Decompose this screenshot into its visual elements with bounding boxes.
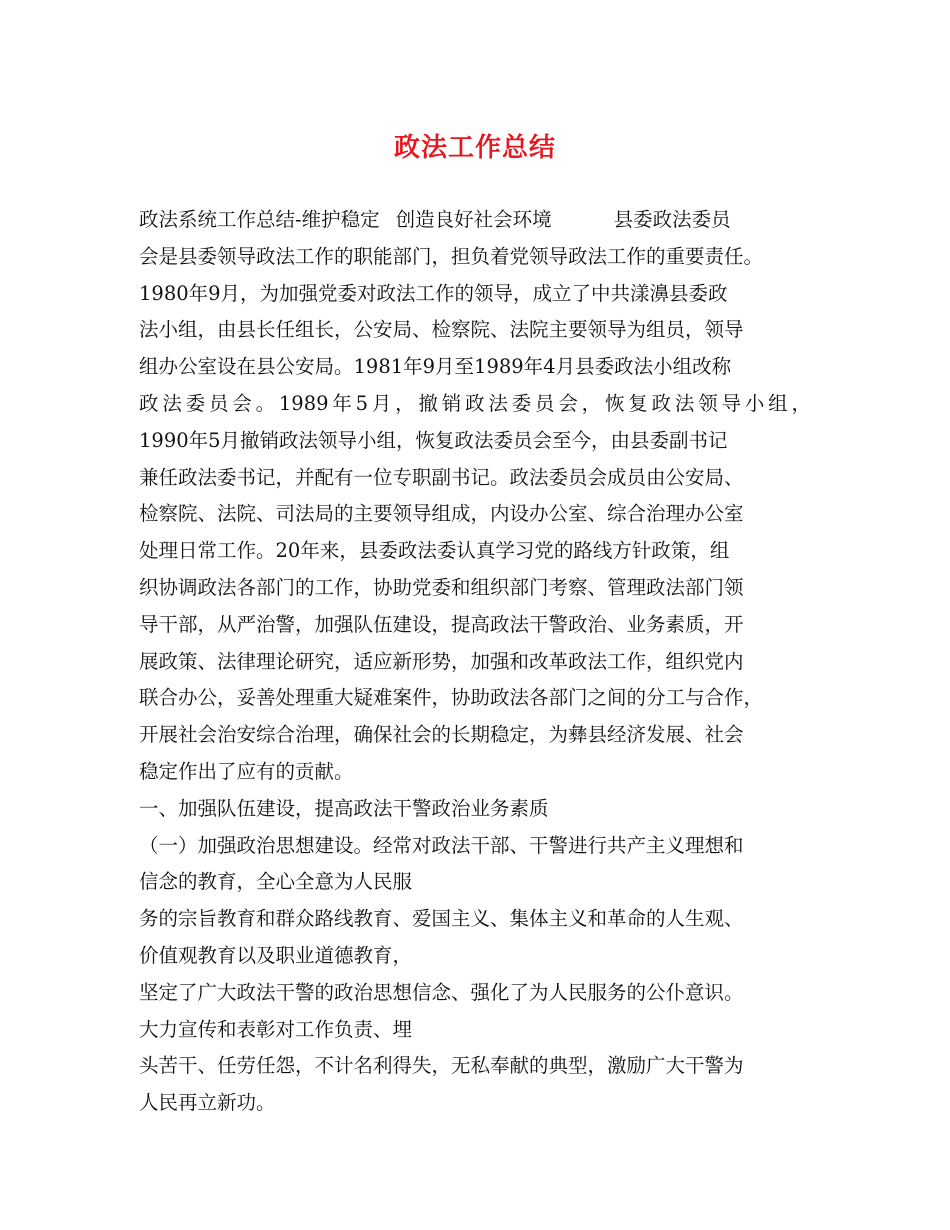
body-line: 展政策、法律理论研究，适应新形势，加强和改革政法工作，组织党内: [139, 649, 744, 673]
document-title: 政法工作总结: [393, 133, 556, 163]
body-line: 兼任政法委书记，并配有一位专职副书记。政法委员会成员由公安局、: [139, 465, 744, 489]
body-line: 联合办公，妥善处理重大疑难案件，协助政法各部门之间的分工与合作，: [139, 686, 764, 710]
body-line: 导干部，从严治警，加强队伍建设，提高政法干警政治、业务素质，开: [139, 612, 744, 636]
body-line: 法小组，由县长任组长，公安局、检察院、法院主要领导为组员，领导: [139, 318, 744, 342]
body-line: 人民再立新功。: [139, 1091, 276, 1115]
body-line: 1980年9月，为加强党委对政法工作的领导，成立了中共漾濞县委政: [139, 281, 728, 305]
body-line: 织协调政法各部门的工作，协助党委和组织部门考察、管理政法部门领: [139, 575, 744, 599]
body-line: 会是县委领导政法工作的职能部门，担负着党领导政法工作的重要责任。: [139, 244, 764, 268]
body-line-first: [139, 202, 829, 239]
body-line: 务的宗旨教育和群众路线教育、爱国主义、集体主义和革命的人生观、: [139, 907, 744, 931]
section-heading: 一、加强队伍建设，提高政法干警政治业务素质: [139, 796, 549, 820]
body-line: 信念的教育，全心全意为人民服: [139, 870, 413, 894]
body-line: （一）加强政治思想建设。经常对政法干部、干警进行共产主义理想和: [139, 833, 744, 857]
body-line: 处理日常工作。20年来，县委政法委认真学习党的路线方针政策，组: [139, 539, 730, 563]
body-line-first-part-2: 创造良好社会环境: [395, 208, 552, 231]
body-line-first-part-1: 政法系统工作总结-维护稳定: [139, 208, 380, 231]
body-line: 坚定了广大政法干警的政治思想信念、强化了为人民服务的公仆意识。: [139, 980, 744, 1004]
body-line-first-part-3: 县委政法委员: [613, 208, 731, 231]
body-line: 稳定作出了应有的贡献。: [139, 759, 354, 783]
body-line: 检察院、法院、司法局的主要领导组成，内设办公室、综合治理办公室: [139, 502, 744, 526]
body-line: 开展社会治安综合治理，确保社会的长期稳定，为彝县经济发展、社会: [139, 723, 744, 747]
document-body: [139, 202, 829, 1122]
body-line: 头苦干、任劳任怨，不计名利得失，无私奉献的典型，激励广大干警为: [139, 1054, 744, 1078]
body-line: 组办公室设在县公安局。1981年9月至1989年4月县委政法小组改称: [139, 355, 732, 379]
body-line: 1990年5月撤销政法领导小组，恢复政法委员会至今，由县委副书记: [139, 428, 728, 452]
body-line: 政法委员会。1989年5月，撤销政法委员会，恢复政法领导小组，: [139, 391, 811, 415]
body-line: 价值观教育以及职业道德教育，: [139, 943, 413, 967]
body-line: 大力宣传和表彰对工作负责、埋: [139, 1017, 413, 1041]
